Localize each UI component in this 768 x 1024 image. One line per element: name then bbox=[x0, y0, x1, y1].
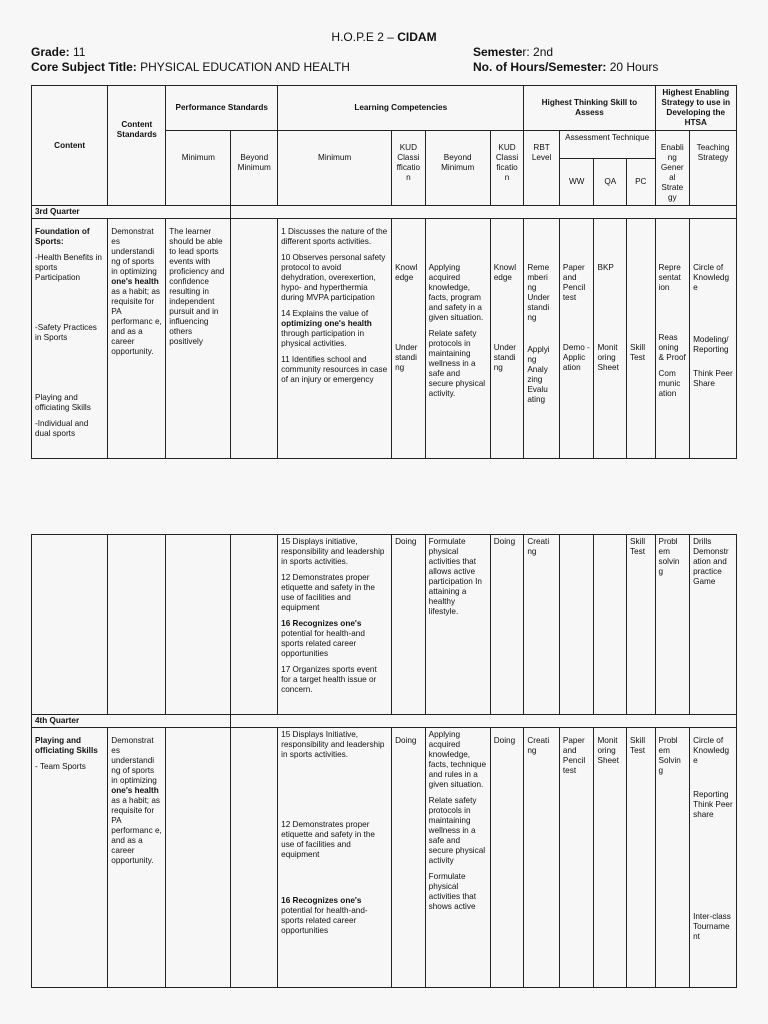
q4-content: Playing and officiating Skills - Team Sports bbox=[32, 728, 108, 988]
cont-enabling-general: Probl em solvin g bbox=[655, 535, 690, 715]
q3-kud-1: Knowl edge Under standi ng bbox=[392, 219, 426, 459]
q4-rbt: Creati ng bbox=[524, 728, 560, 988]
cont-competencies: 15 Displays initiative, responsibility and leadership in sports activities. 12 Demonstrates proper etiquette and safety in the use of facilities and equipment 16 Recognizes one's potential for health-and sports related career opportunities 17 Organizes sports event for a target health issue or concern. bbox=[278, 535, 392, 715]
q3-enabling-general: Repre sentat ion Reas oning & Proof Com munic ation bbox=[655, 219, 690, 459]
q3-qa: BKP Monit oring Sheet bbox=[594, 219, 627, 459]
header-lc-minimum: Minimum bbox=[278, 131, 392, 206]
document-title: H.O.P.E 2 – CIDAM bbox=[331, 30, 437, 44]
q4-beyond-minimum: Applying acquired knowledge, facts, technique and rules in a given situation. Relate safety protocols in maintaining wellness in a safe and secure physical activity Formulate physical activities that shows active bbox=[425, 728, 490, 988]
q3-performance-minimum: The learner should be able to lead sports events with proficiency and confidence resulting in independent pursuit and in influencing others positively bbox=[166, 219, 231, 459]
cont-kud-1: Doing bbox=[392, 535, 426, 715]
q3-kud-2: Knowl edge Under standi ng bbox=[490, 219, 524, 459]
header-ww: WW bbox=[559, 158, 594, 205]
cont-rbt: Creati ng bbox=[524, 535, 560, 715]
cidam-table-part1 bbox=[31, 85, 737, 459]
hours-line: No. of Hours/Semester: 20 Hours bbox=[473, 60, 659, 74]
header-kud-1: KUD Classi fficatio n bbox=[392, 131, 426, 206]
q4-qa: Monit oring Sheet bbox=[594, 728, 627, 988]
subject-line: Core Subject Title: PHYSICAL EDUCATION AND HEALTH bbox=[31, 60, 350, 74]
header-highest-enabling: Highest Enabling Strategy to use in Developing the HTSA bbox=[655, 86, 737, 131]
q4-teaching-strategy: Circle of Knowledg e Reporting Think Peer share Inter-class Tourname nt bbox=[690, 728, 737, 988]
q4-competencies: 15 Displays Initiative, responsibility and leadership in sports activities. 12 Demonstrates proper etiquette and safety in the use of facilities and equipment 16 Recognizes one's potential for health-and- sports related career opportunities bbox=[278, 728, 392, 988]
header-kud-2: KUD Classi ficatio n bbox=[490, 131, 524, 206]
header-assessment: Assessment Technique bbox=[559, 131, 655, 159]
quarter-3-label: 3rd Quarter bbox=[32, 206, 231, 219]
cont-kud-2: Doing bbox=[490, 535, 524, 715]
grade-line: Grade: 11 bbox=[31, 45, 86, 59]
header-beyond-minimum: Beyond Minimum bbox=[231, 131, 278, 206]
q3-content: Foundation of Sports: -Health Benefits in sports Participation -Safety Practices in Sports Playing and officiating Skills -Individual and dual sports bbox=[32, 219, 108, 459]
cont-teaching-strategy: Drills Demonstr ation and practice Game bbox=[690, 535, 737, 715]
q3-content-standards: Demonstrat es understandi ng of sports in optimizing one's health as a habit; as requisite for PA performanc e, and as a career opportunity. bbox=[108, 219, 166, 459]
header-teaching-strategy: Teaching Strategy bbox=[690, 131, 737, 206]
q3-ww: Paper and Pencil test Demo - Applic ation bbox=[559, 219, 594, 459]
cont-beyond-minimum: Formulate physical activities that allows active participation In attaining a healthy lifestyle. bbox=[425, 535, 490, 715]
q3-rbt: Reme mberi ng Under standi ng Applyi ng Analy zing Evalu ating bbox=[524, 219, 560, 459]
cidam-table-part2 bbox=[31, 534, 737, 988]
header-minimum: Minimum bbox=[166, 131, 231, 206]
q3-teaching-strategy: Circle of Knowledg e Modeling/ Reporting Think Peer Share bbox=[690, 219, 737, 459]
header-enabling-general: Enabli ng Gener al Strate gy bbox=[655, 131, 690, 206]
q3-competencies: 1 Discusses the nature of the different sports activities. 10 Observes personal safety protocol to avoid dehydration, overexertion, hypo- and hyperthermia during MVPA participation 14 Explains the value of optimizing one's health through participation in physical activities. 11 Identifies school and community resources in case of an injury or emergency bbox=[278, 219, 392, 459]
q4-enabling-general: Probl em Solvin g bbox=[655, 728, 690, 988]
semester-line: Semester: 2nd bbox=[473, 45, 554, 59]
q4-ww: Paper and Pencil test bbox=[559, 728, 594, 988]
quarter-4-label: 4th Quarter bbox=[32, 715, 231, 728]
header-lc-beyond: Beyond Minimum bbox=[425, 131, 490, 206]
q4-pc: Skill Test bbox=[627, 728, 655, 988]
header-learning-competencies: Learning Competencies bbox=[278, 86, 524, 131]
header-highest-thinking: Highest Thinking Skill to Assess bbox=[524, 86, 655, 131]
q4-kud-2: Doing bbox=[490, 728, 524, 988]
q4-content-standards: Demonstrat es understandi ng of sports in optimizing one's health as a habit; as requisite for PA performanc e, and as a career opportunity. bbox=[108, 728, 166, 988]
q3-pc: Skill Test bbox=[627, 219, 655, 459]
cont-pc: Skill Test bbox=[627, 535, 655, 715]
header-content: Content bbox=[32, 86, 108, 206]
header-qa: QA bbox=[594, 158, 627, 205]
header-performance-standards: Performance Standards bbox=[166, 86, 278, 131]
q3-beyond-minimum: Applying acquired knowledge, facts, program and safety in a given situation. Relate safety protocols in maintaining wellness in a safe and secure physical activity. bbox=[425, 219, 490, 459]
header-pc: PC bbox=[627, 158, 655, 205]
header-rbt: RBT Level bbox=[524, 131, 560, 206]
q4-kud-1: Doing bbox=[392, 728, 426, 988]
header-content-standards: Content Standards bbox=[108, 86, 166, 206]
